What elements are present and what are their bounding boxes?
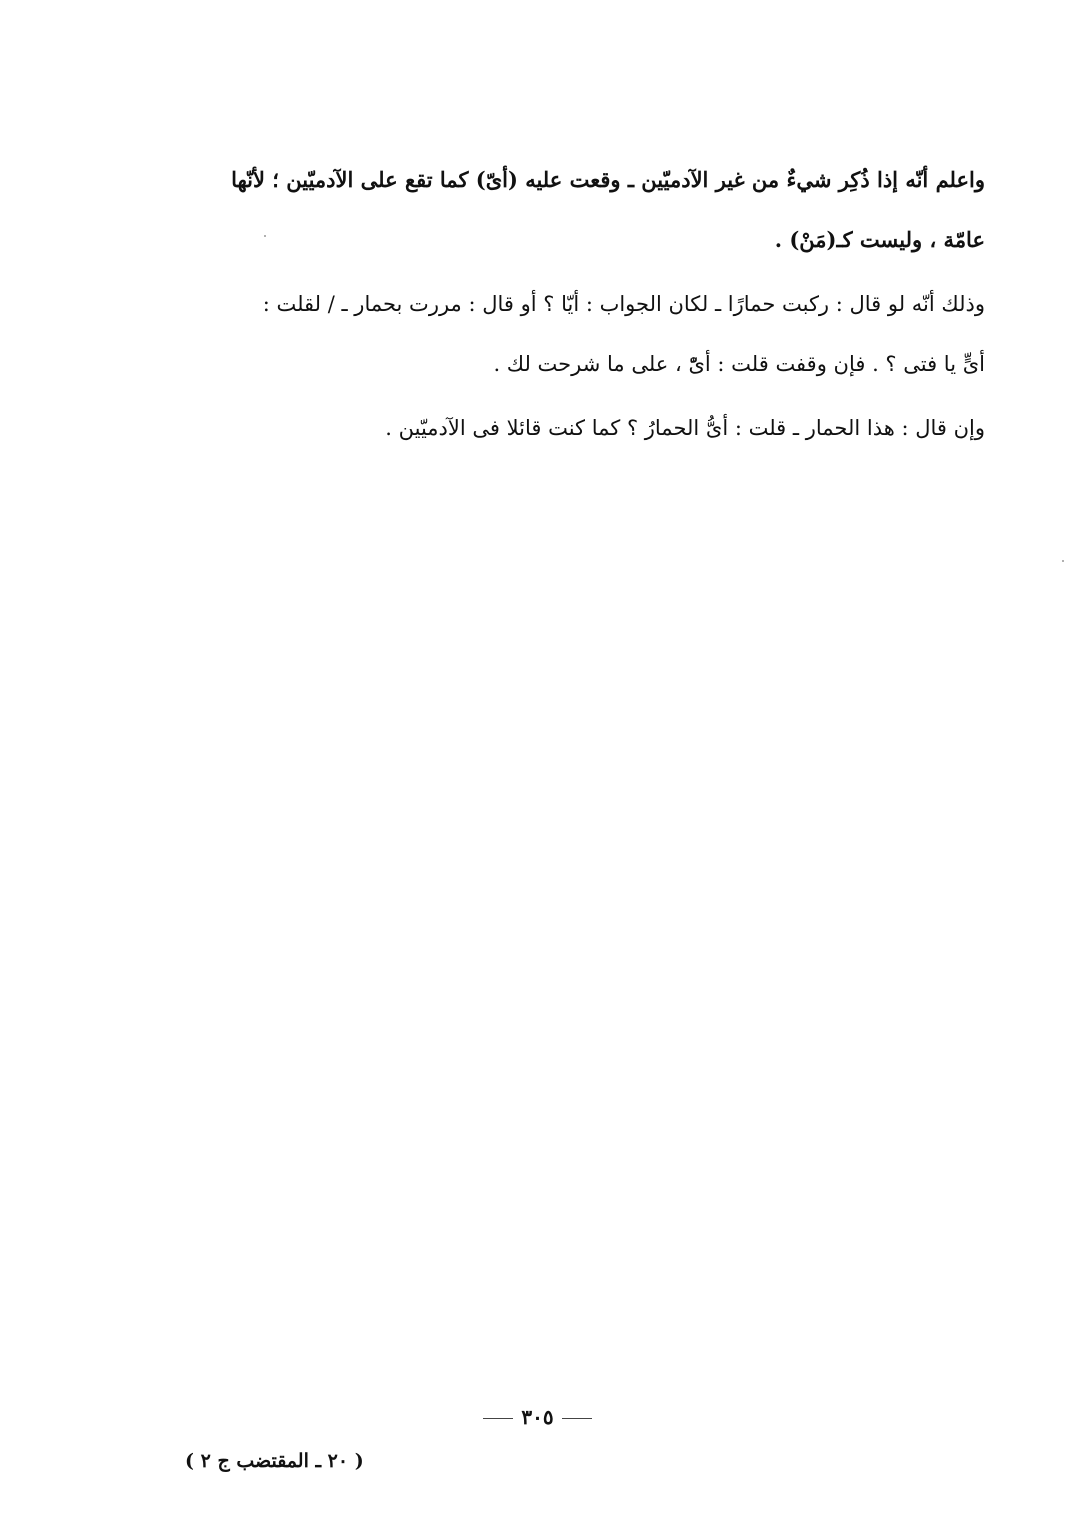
body-text: [160, 150, 985, 458]
paper-speck: [1062, 560, 1064, 562]
page-number-dash-left: [562, 1418, 592, 1419]
printer-signature: ( ٢٠ ـ المقتضب ج ٢ ): [185, 1450, 364, 1472]
page-number-dash-right: [483, 1418, 513, 1419]
paragraph-3: [160, 398, 985, 458]
paper-speck: [264, 235, 266, 237]
paragraph-2: [160, 274, 985, 394]
page-number: [0, 1405, 1075, 1429]
paragraph-line: واعلم أنّه إذا ذُكِر شيءٌ من غير الآدميّين ـ وقعت عليه (أىّ) كما تقع على الآدميّين ؛ لأنّها: [231, 167, 985, 192]
paragraph-line: وإن قال : هذا الحمار ـ قلت : أىُّ الحمارُ ؟ كما كنت قائلا فى الآدميّين .: [385, 416, 985, 440]
page-number-value: ٣٠٥: [521, 1405, 554, 1429]
paragraph-line: أىٍّ يا فتى ؟ . فإن وقفت قلت : أىّْ ، على ما شرحت لك .: [493, 352, 985, 376]
paragraph-line: وذلك أنّه لو قال : ركبت حمارًا ـ لكان الجواب : أيّا ؟ أو قال : مررت بحمار ـ / لقلت :: [262, 292, 985, 316]
paragraph-1: [160, 150, 985, 270]
paragraph-line: عامّة ، وليست كـ(مَنْ) .: [774, 227, 985, 252]
